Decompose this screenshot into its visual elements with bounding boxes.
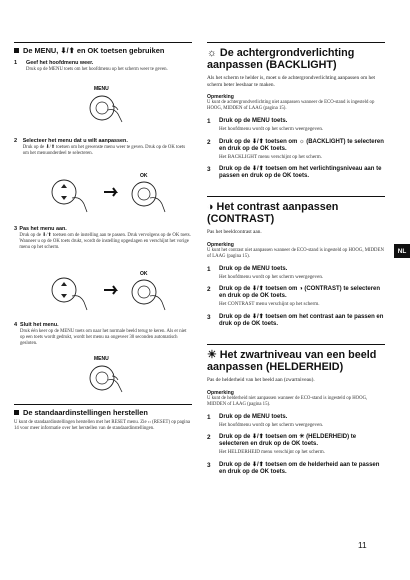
step-description: Het hoofdmenu wordt op het scherm weergegeven. — [219, 273, 324, 280]
note-text: U kunt de helderheid niet aanpassen wanneer de ECO-stand is ingesteld op HOOG, MIDDEN of LAAG (pagina 15). — [207, 395, 368, 407]
step-1 — [207, 266, 385, 280]
ok-label: OK — [140, 271, 148, 277]
contrast-icon: ◑ — [207, 201, 214, 213]
menu-label: MENU — [94, 356, 109, 362]
section-title: De MENU, ⬇/⬆ en OK toetsen gebruiken — [23, 46, 165, 55]
step-title: Druk op de ⬇/⬆ toetsen om ☀ (HELDERHEID) te selecteren en druk op de OK toets. — [219, 434, 357, 448]
step-number: 1 — [207, 118, 211, 126]
step-3 — [207, 462, 385, 476]
note-text: U kunt het contrast niet aanpassen wanneer de ECO-stand is ingesteld op HOOG, MIDDEN of LAAG (pagina 15). — [207, 247, 384, 259]
step-2 — [207, 434, 385, 456]
step-2 — [207, 139, 385, 161]
step-number: 3 — [207, 313, 211, 321]
step-3 — [207, 314, 385, 328]
note-text: U kunt de achtergrondverlichting niet aanpassen wanneer de ECO-stand is ingesteld op HOOG, MIDDEN of LAAG (pagina 15). — [207, 100, 375, 112]
step-description: Het hoofdmenu wordt op het scherm weergegeven. — [219, 421, 324, 428]
square-bullet-icon — [14, 410, 19, 415]
step-list — [207, 414, 385, 476]
step-description: Het hoofdmenu wordt op het scherm weergegeven. — [219, 126, 324, 133]
step-number: 2 — [207, 138, 211, 146]
up-down-arrow-icon — [61, 184, 67, 200]
arrow-right-icon — [104, 188, 116, 196]
section-title: De achtergrondverlichting aanpassen (BACKLIGHT) — [207, 47, 355, 71]
section-divider — [207, 42, 385, 43]
step-title: Geef het hoofdmenu weer. — [26, 60, 94, 66]
step-description: Druk op de MENU toets om het hoofdmenu op het scherm weer te geven. — [26, 66, 168, 72]
step-number: 2 — [207, 286, 211, 293]
step-description: Het BACKLIGHT menu verschijnt op het scherm. — [219, 154, 323, 160]
section-title: Het zwartniveau van een beeld aanpassen (HELDERHEID) — [207, 349, 377, 373]
step-list — [207, 266, 385, 328]
brightness-icon: ☀ — [207, 349, 217, 361]
adjust-menu-illustration — [50, 266, 170, 316]
section-backlight — [207, 42, 385, 187]
step-3 — [14, 226, 192, 251]
step-description: Druk op de ⬇/⬆ toetsen om het gewenste menu weer te geven. Druk op de OK toets om het menuonderdeel te selecteren. — [22, 144, 186, 156]
page-number: 11 — [358, 540, 367, 550]
square-bullet-icon — [14, 48, 19, 53]
pointing-hand-icon — [72, 198, 87, 212]
pointing-hand-icon — [72, 296, 87, 310]
step-number: 2 — [14, 138, 18, 144]
section-divider — [14, 404, 192, 405]
step-1 — [207, 118, 385, 132]
step-number: 4 — [14, 322, 18, 328]
step-number: 3 — [207, 166, 211, 174]
arrow-right-icon — [104, 286, 116, 294]
step-2 — [207, 286, 385, 308]
menu-label: MENU — [94, 86, 109, 92]
step-2 — [14, 138, 192, 157]
ok-label: OK — [140, 173, 148, 179]
section-title: Het contrast aanpassen (CONTRAST) — [207, 201, 339, 225]
step-3 — [207, 166, 385, 180]
section-heading — [207, 349, 385, 373]
section-intro: Als het scherm te helder is, moet u de achtergrondverlichting aanpassen om het scherm beter leesbaar te maken. — [207, 75, 376, 88]
step-title: Druk op de ⬇/⬆ toetsen om ◑ (CONTRAST) te selecteren en druk op de OK toets. — [219, 286, 381, 300]
pointing-hand-icon — [108, 376, 122, 392]
pointing-hand-icon — [108, 106, 122, 122]
step-number: 3 — [14, 226, 18, 232]
step-title: Pas het menu aan. — [19, 226, 67, 232]
step-description: Druk op de ⬇/⬆ toetsen om de instelling aan te passen. Druk vervolgens op de OK toets. Wanneer u op de OK toets drukt, wordt de instelling opgeslagen en verschijnt het vorige menu op het scherm. — [19, 232, 191, 250]
section-title: De standaardinstellingen herstellen — [23, 408, 148, 417]
pointing-hand-icon — [150, 198, 165, 212]
section-heading-menu-keys — [14, 46, 192, 55]
pointing-hand-icon — [150, 296, 165, 310]
step-number: 1 — [207, 265, 211, 273]
menu-button-illustration — [86, 354, 130, 394]
step-title: Druk op de ⬇/⬆ toetsen om het verlichtingsniveau aan te passen en druk op de OK toets. — [219, 166, 382, 180]
step-title: Druk op de ⬇/⬆ toetsen om het contrast aan te passen en druk op de OK toets. — [219, 313, 384, 327]
step-title: Druk op de MENU toets. — [219, 413, 288, 420]
step-description: Druk één keer op de MENU toets om naar het normale beeld terug te keren. Als er niet op een toets wordt gedrukt, wordt het menu na ongeveer 30 seconden automatisch gesloten. — [20, 328, 187, 346]
step-title: Druk op de ⬇/⬆ toetsen om de helderheid aan te passen en druk op de OK toets. — [219, 461, 380, 475]
section-intro: Pas de helderheid van het beeld aan (zwartniveau). — [207, 377, 315, 383]
step-list — [207, 118, 385, 180]
step-description: Het HELDERHEID menu verschijnt op het scherm. — [219, 449, 325, 456]
step-title: Selecteer het menu dat u wilt aanpassen. — [22, 138, 128, 144]
step-title: Druk op de MENU toets. — [219, 265, 288, 272]
step-number: 1 — [207, 413, 211, 421]
note-title: Opmerking — [207, 389, 234, 396]
reset-description: U kunt de standaardinstellingen herstellen met het RESET menu. Zie ›› (RESET) op pagina 14 voor meer informatie over het herstellen van de standaardinstellingen. — [14, 420, 191, 431]
note-title: Opmerking — [207, 94, 234, 101]
step-title: Sluit het menu. — [20, 322, 59, 328]
step-title: Druk op de ⬇/⬆ toetsen om ☼ (BACKLIGHT) te selecteren en druk op de OK toets. — [219, 138, 384, 152]
step-4 — [14, 322, 192, 347]
menu-button-illustration — [86, 84, 130, 124]
step-1 — [14, 60, 192, 73]
step-title: Druk op de MENU toets. — [219, 118, 288, 125]
section-divider — [207, 344, 385, 345]
up-down-arrow-icon — [61, 282, 67, 298]
section-heading — [207, 201, 385, 225]
select-menu-illustration — [50, 168, 170, 218]
section-divider — [207, 196, 385, 197]
step-number: 3 — [207, 461, 211, 469]
note-title: Opmerking — [207, 241, 234, 248]
section-heading-reset — [14, 408, 192, 417]
step-description: Het CONTRAST menu verschijnt op het scherm. — [219, 301, 320, 308]
step-1 — [207, 414, 385, 428]
step-number: 1 — [14, 60, 18, 66]
backlight-icon: ☼ — [207, 47, 217, 59]
section-brightness — [207, 344, 385, 482]
step-number: 2 — [207, 434, 211, 441]
section-contrast — [207, 196, 385, 334]
section-heading — [207, 47, 385, 71]
section-divider — [14, 42, 192, 43]
section-intro: Pas het beeldcontrast aan. — [207, 229, 262, 235]
language-tab: NL — [394, 244, 410, 258]
